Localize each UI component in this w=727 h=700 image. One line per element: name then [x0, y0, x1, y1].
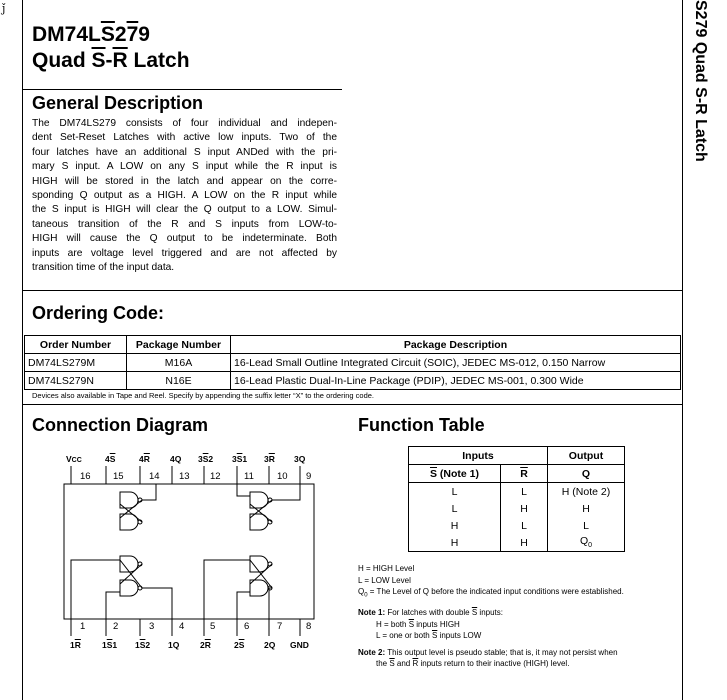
function-table-heading: Function Table — [358, 415, 485, 435]
table-row — [25, 372, 681, 390]
side-banner — [685, 0, 725, 200]
table-cell: DM74LS279N — [25, 372, 127, 390]
side-title: S279 Quad S-R Latch — [692, 0, 709, 162]
page-left-border — [22, 0, 23, 700]
corner-mark: ǰ — [2, 2, 6, 15]
latch-4 — [120, 484, 156, 530]
table-cell: H — [409, 517, 501, 534]
pin-number: 6 — [244, 621, 250, 632]
table-header-row — [409, 447, 625, 465]
note-2: Note 2: This output level is pseudo stable; that is, it may not persist when — [358, 647, 618, 657]
pin-number: 8 — [306, 621, 312, 632]
desc-line: sponding Q output as a HIGH. A LOW on the R input while — [32, 190, 337, 202]
pin-label: $3\overline{R}$ — [264, 454, 275, 464]
table-cell: L — [409, 483, 501, 501]
pin-label: $2\overline{R}$ — [200, 640, 211, 650]
table-cell: H — [409, 534, 501, 552]
desc-line: four latches have an additional S input ANDed with the pri- — [32, 146, 337, 158]
function-table — [408, 446, 625, 552]
legend-low: L = LOW Level — [358, 575, 411, 585]
column-header: Package Number — [127, 336, 231, 354]
note-2-cont: the $\overline{S}$ and $\overline{R}$ inputs return to their inactive (HIGH) level. — [376, 659, 570, 669]
connection-diagram — [60, 448, 330, 658]
output-group-header: Output — [548, 447, 625, 465]
column-header: Package Description — [231, 336, 681, 354]
desc-line: taneous transition of the R and S inputs from LOW-to- — [32, 218, 337, 230]
table-row — [409, 517, 625, 534]
note-1-high: H = both $\overline{S}$ inputs HIGH — [376, 619, 460, 629]
function-table-legend — [358, 563, 624, 670]
pin-label: VCC — [66, 454, 82, 464]
pin-number: 15 — [113, 471, 124, 482]
page-right-border — [682, 0, 683, 700]
table-cell: L — [501, 517, 548, 534]
desc-line: The DM74LS279 consists of four individual and indepen- — [32, 118, 337, 129]
part-number: $DM74L\overline{S}279$ — [32, 23, 150, 46]
general-description-text — [32, 117, 337, 275]
legend-q0: $Q_0$ = The Level of Q before the indicated input conditions were established. — [358, 587, 624, 599]
table-row — [409, 534, 625, 552]
pin-number: 10 — [277, 471, 288, 482]
pin-number: 4 — [179, 621, 185, 632]
pin-label: $4\overline{S}$ — [105, 454, 116, 464]
pin-number: 13 — [179, 471, 190, 482]
table-header-row — [25, 336, 681, 354]
desc-line: HIGH will be stored in the latch and appear on the corre- — [32, 175, 337, 187]
section-rule — [22, 89, 342, 90]
pin-label: $1\overline{R}$ — [70, 640, 81, 650]
pin-number: 16 — [80, 471, 91, 482]
note-1-low: L = one or both $\overline{S}$ inputs LOW — [376, 631, 482, 641]
dip-package-drawing — [60, 448, 330, 658]
pin-label: 2Q — [264, 640, 276, 650]
legend-high: H = HIGH Level — [358, 564, 415, 573]
table-cell: DM74LS279M — [25, 354, 127, 372]
column-header: Q — [548, 465, 625, 483]
general-description-heading: General Description — [32, 93, 204, 113]
table-cell: $Q_0$ — [548, 534, 625, 552]
table-cell: 16-Lead Small Outline Integrated Circuit (SOIC), JEDEC MS-012, 0.150 Narrow — [231, 354, 681, 372]
desc-line: dent Set-Reset Latches with active low inputs. Two of the — [32, 132, 337, 144]
pin-number: 14 — [149, 471, 160, 482]
ordering-table — [24, 335, 681, 390]
table-row — [25, 354, 681, 372]
column-header: Order Number — [25, 336, 127, 354]
note-1: Note 1: For latches with double $\overline{S}$ inputs: — [358, 608, 503, 618]
pin-label: 4Q — [170, 454, 182, 464]
table-cell: H — [548, 500, 625, 517]
package-outline — [64, 484, 314, 619]
latch-3 — [237, 468, 300, 530]
desc-line: the S input is HIGH will clear the Q output to a LOW. Simul- — [32, 204, 337, 216]
ordering-note: Devices also available in Tape and Reel. Specify by appending the suffix letter “X” to the ordering code. — [32, 391, 375, 400]
desc-line: inputs are voltage level triggered and are not affected by — [32, 247, 337, 259]
column-header: $\overline{R}$ — [501, 465, 548, 483]
table-cell: H — [501, 534, 548, 552]
table-cell: L — [409, 500, 501, 517]
pin-number: 1 — [80, 621, 86, 632]
table-header-row — [409, 465, 625, 483]
table-cell: 16-Lead Plastic Dual-In-Line Package (PDIP), JEDEC MS-001, 0.300 Wide — [231, 372, 681, 390]
pin-number: 12 — [210, 471, 221, 482]
latch-2 — [204, 556, 272, 619]
document-title — [32, 22, 190, 74]
pin-label: $3\overline{S}1$ — [232, 454, 248, 464]
desc-line: transition time of the input data. — [32, 262, 175, 274]
pin-number: 7 — [277, 621, 283, 632]
table-row — [409, 500, 625, 517]
pin-number: 9 — [306, 471, 312, 482]
table-cell: L — [548, 517, 625, 534]
pin-number: 5 — [210, 621, 216, 632]
title-line2: Quad $\overline{S}-\overline{R}$ Latch — [32, 49, 190, 72]
pin-number: 11 — [244, 471, 254, 482]
table-cell: H (Note 2) — [548, 483, 625, 501]
pin-number: 2 — [113, 621, 119, 632]
table-cell: N16E — [127, 372, 231, 390]
pin-label: 1Q — [168, 640, 180, 650]
pin-label: $4\overline{R}$ — [139, 454, 150, 464]
pin-label: $2\overline{S}$ — [234, 640, 245, 650]
column-header: $\overline{S}$ (Note 1) — [409, 465, 501, 483]
table-cell: L — [501, 483, 548, 501]
inputs-group-header: Inputs — [409, 447, 548, 465]
pin-number: 3 — [149, 621, 155, 632]
section-rule — [22, 404, 682, 405]
pin-label: $1\overline{S}2$ — [135, 640, 151, 650]
table-row — [409, 483, 625, 501]
table-cell: M16A — [127, 354, 231, 372]
pin-label: GND — [290, 640, 309, 650]
pin-label: $1\overline{S}1$ — [102, 640, 118, 650]
latch-1 — [71, 556, 172, 619]
pin-label: 3Q — [294, 454, 306, 464]
desc-line: HIGH will cause the Q output to be indeterminate. Both — [32, 233, 337, 245]
connection-diagram-heading: Connection Diagram — [32, 415, 209, 435]
section-rule — [22, 290, 682, 291]
table-cell: H — [501, 500, 548, 517]
ordering-code-heading: Ordering Code: — [32, 303, 165, 323]
pin-label: $3\overline{S}2$ — [198, 454, 214, 464]
desc-line: mary S input. A LOW on any S input while the R input is — [32, 161, 337, 173]
